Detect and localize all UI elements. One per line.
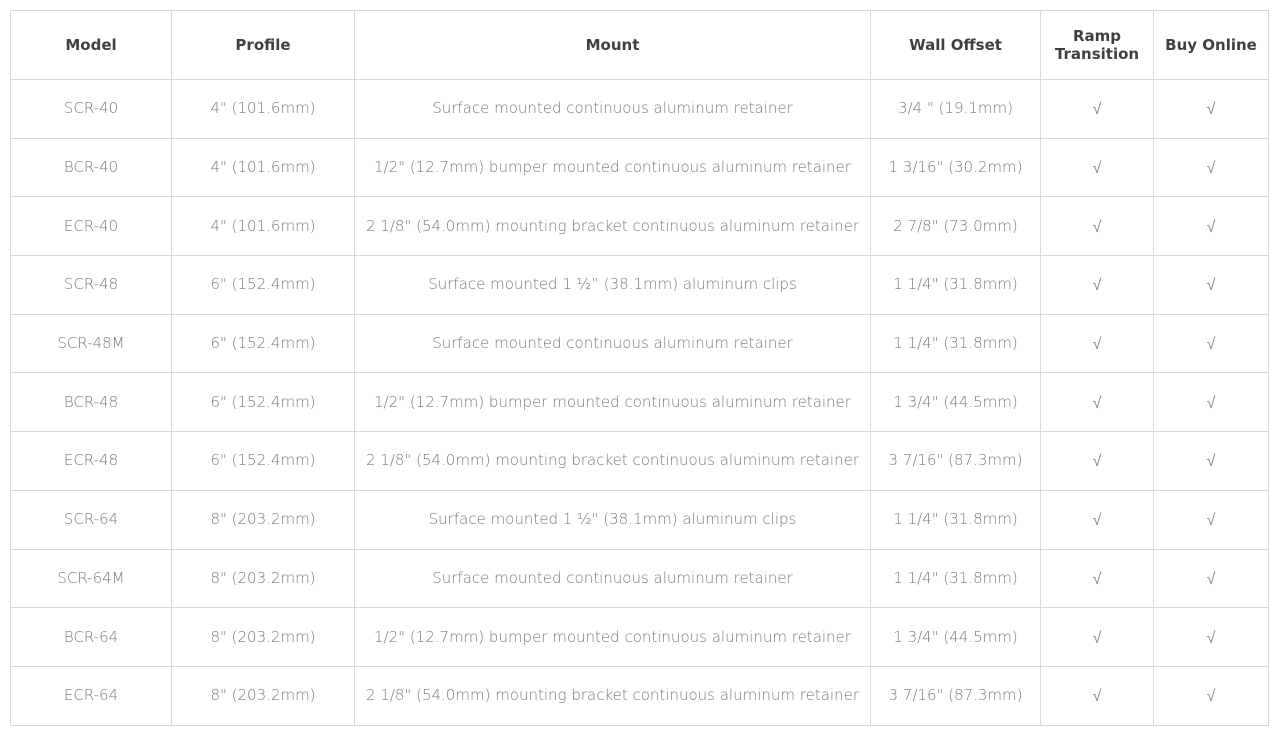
header-mount: Mount bbox=[355, 11, 871, 80]
cell-mount: Surface mounted continuous aluminum retainer bbox=[355, 80, 871, 139]
cell-profile: 6" (152.4mm) bbox=[172, 256, 355, 315]
cell-profile: 8" (203.2mm) bbox=[172, 549, 355, 608]
header-ramp-transition: Ramp Transition bbox=[1041, 11, 1154, 80]
cell-wall-offset: 2 7/8" (73.0mm) bbox=[871, 197, 1041, 256]
table-row bbox=[11, 608, 1269, 667]
cell-buy-online[interactable]: √ bbox=[1154, 80, 1269, 139]
cell-wall-offset: 1 1/4" (31.8mm) bbox=[871, 256, 1041, 315]
cell-wall-offset: 3 7/16" (87.3mm) bbox=[871, 666, 1041, 725]
cell-buy-online[interactable]: √ bbox=[1154, 432, 1269, 491]
cell-buy-online[interactable]: √ bbox=[1154, 314, 1269, 373]
header-row bbox=[11, 11, 1269, 80]
cell-mount: Surface mounted 1 ½” (38.1mm) aluminum clips bbox=[355, 256, 871, 315]
cell-buy-online[interactable]: √ bbox=[1154, 138, 1269, 197]
table-row bbox=[11, 373, 1269, 432]
cell-buy-online[interactable]: √ bbox=[1154, 490, 1269, 549]
cell-buy-online[interactable]: √ bbox=[1154, 608, 1269, 667]
cell-ramp-transition: √ bbox=[1041, 608, 1154, 667]
table-row bbox=[11, 490, 1269, 549]
header-model: Model bbox=[11, 11, 172, 80]
cell-ramp-transition: √ bbox=[1041, 138, 1154, 197]
cell-model: ECR-40 bbox=[11, 197, 172, 256]
header-profile: Profile bbox=[172, 11, 355, 80]
cell-model: BCR-40 bbox=[11, 138, 172, 197]
cell-buy-online[interactable]: √ bbox=[1154, 373, 1269, 432]
cell-mount: Surface mounted 1 ½" (38.1mm) aluminum clips bbox=[355, 490, 871, 549]
cell-buy-online[interactable]: √ bbox=[1154, 549, 1269, 608]
cell-wall-offset: 3 7/16" (87.3mm) bbox=[871, 432, 1041, 491]
cell-mount: Surface mounted continuous aluminum retainer bbox=[355, 549, 871, 608]
header-buy-online: Buy Online bbox=[1154, 11, 1269, 80]
cell-ramp-transition: √ bbox=[1041, 490, 1154, 549]
cell-model: ECR-64 bbox=[11, 666, 172, 725]
cell-profile: 6" (152.4mm) bbox=[172, 314, 355, 373]
table-row bbox=[11, 197, 1269, 256]
cell-profile: 4" (101.6mm) bbox=[172, 80, 355, 139]
cell-ramp-transition: √ bbox=[1041, 197, 1154, 256]
cell-profile: 8" (203.2mm) bbox=[172, 666, 355, 725]
table-row bbox=[11, 549, 1269, 608]
cell-ramp-transition: √ bbox=[1041, 549, 1154, 608]
cell-profile: 8" (203.2mm) bbox=[172, 608, 355, 667]
cell-ramp-transition: √ bbox=[1041, 373, 1154, 432]
table-header bbox=[11, 11, 1269, 80]
cell-model: SCR-48 bbox=[11, 256, 172, 315]
cell-wall-offset: 1 3/16" (30.2mm) bbox=[871, 138, 1041, 197]
table-row bbox=[11, 314, 1269, 373]
cell-mount: 2 1/8" (54.0mm) mounting bracket continuous aluminum retainer bbox=[355, 666, 871, 725]
table-row bbox=[11, 432, 1269, 491]
cell-mount: 2 1/8" (54.0mm) mounting bracket continuous aluminum retainer bbox=[355, 197, 871, 256]
table-row bbox=[11, 138, 1269, 197]
product-table-wrapper bbox=[10, 10, 1268, 726]
cell-ramp-transition: √ bbox=[1041, 666, 1154, 725]
header-wall-offset: Wall Offset bbox=[871, 11, 1041, 80]
table-row bbox=[11, 666, 1269, 725]
cell-wall-offset: 1 1/4" (31.8mm) bbox=[871, 314, 1041, 373]
cell-mount: 1/2" (12.7mm) bumper mounted continuous aluminum retainer bbox=[355, 608, 871, 667]
cell-profile: 4" (101.6mm) bbox=[172, 197, 355, 256]
cell-buy-online[interactable]: √ bbox=[1154, 256, 1269, 315]
cell-model: SCR-64M bbox=[11, 549, 172, 608]
cell-ramp-transition: √ bbox=[1041, 432, 1154, 491]
cell-profile: 4" (101.6mm) bbox=[172, 138, 355, 197]
cell-model: SCR-64 bbox=[11, 490, 172, 549]
cell-wall-offset: 3/4 " (19.1mm) bbox=[871, 80, 1041, 139]
cell-model: SCR-48M bbox=[11, 314, 172, 373]
product-table bbox=[10, 10, 1269, 726]
cell-profile: 8" (203.2mm) bbox=[172, 490, 355, 549]
cell-profile: 6" (152.4mm) bbox=[172, 432, 355, 491]
cell-wall-offset: 1 3/4" (44.5mm) bbox=[871, 608, 1041, 667]
cell-model: ECR-48 bbox=[11, 432, 172, 491]
cell-mount: 1/2" (12.7mm) bumper mounted continuous aluminum retainer bbox=[355, 138, 871, 197]
cell-mount: Surface mounted continuous aluminum retainer bbox=[355, 314, 871, 373]
cell-mount: 1/2" (12.7mm) bumper mounted continuous aluminum retainer bbox=[355, 373, 871, 432]
cell-wall-offset: 1 3/4" (44.5mm) bbox=[871, 373, 1041, 432]
table-body bbox=[11, 80, 1269, 726]
cell-model: SCR-40 bbox=[11, 80, 172, 139]
cell-wall-offset: 1 1/4" (31.8mm) bbox=[871, 549, 1041, 608]
cell-wall-offset: 1 1/4" (31.8mm) bbox=[871, 490, 1041, 549]
cell-model: BCR-64 bbox=[11, 608, 172, 667]
table-row bbox=[11, 80, 1269, 139]
cell-ramp-transition: √ bbox=[1041, 314, 1154, 373]
cell-buy-online[interactable]: √ bbox=[1154, 197, 1269, 256]
cell-ramp-transition: √ bbox=[1041, 256, 1154, 315]
cell-ramp-transition: √ bbox=[1041, 80, 1154, 139]
cell-mount: 2 1/8" (54.0mm) mounting bracket continuous aluminum retainer bbox=[355, 432, 871, 491]
cell-buy-online[interactable]: √ bbox=[1154, 666, 1269, 725]
cell-profile: 6" (152.4mm) bbox=[172, 373, 355, 432]
cell-model: BCR-48 bbox=[11, 373, 172, 432]
table-row bbox=[11, 256, 1269, 315]
